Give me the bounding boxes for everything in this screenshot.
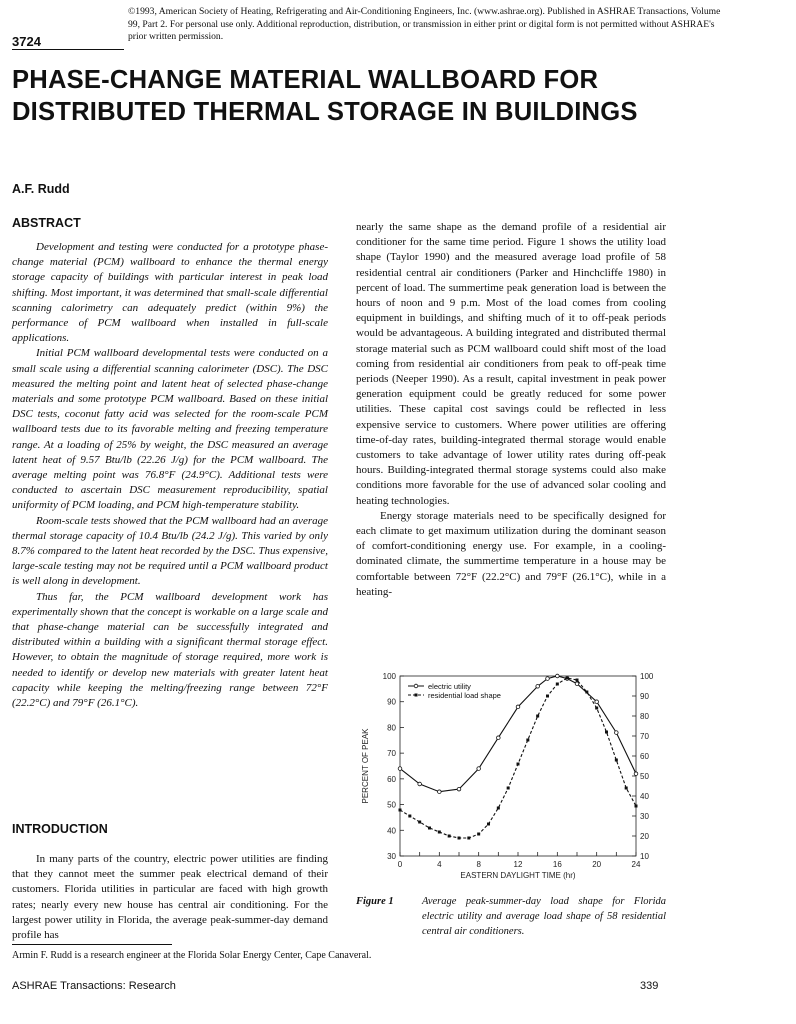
abstract-paragraph: Initial PCM wallboard developmental tests were conducted on a small scale using a differential scanning calorimeter (DSC). The DSC measured the melting point and latent heat of selected phase-change materials and some prototype PCM wallboard. Based on these initial DSC tests, coconut fatty acid was selected for the room-scale PCM wallboard tests due to its favorable melting and freezing temperature range. At a loading of 25% by weight, the DSC measured an average latent heat of 9.57 Btu/lb (22.26 J/g) for the PCM wallboard. The average melting point was 76.8°F (24.9°C). Additional tests were conducted to ascertain DSC measurement reproducibility, spatial uniformity of PCM loading, and PCM high-temperature stability. (12, 347, 328, 512)
footer-page-number: 339 (640, 980, 659, 992)
legend-marker-2 (415, 694, 418, 697)
series-1-point (575, 682, 579, 686)
series-2-point (448, 835, 451, 838)
footer-journal: ASHRAE Transactions: Research (12, 980, 176, 992)
series-1-point (556, 674, 560, 678)
x-tick-label: 8 (476, 860, 481, 869)
left-y-tick-label: 30 (387, 852, 396, 861)
figure-label: Figure 1 (356, 896, 394, 907)
abstract-paragraph: Room-scale tests showed that the PCM wallboard had an average thermal storage capacity of 10.4 Btu/lb (24.2 J/g). This varied by only 8.7% compared to the latent heat recorded by the DSC. Thus expensive, large-scale testing may not be required until a PCM wallboard product is well along in development. (12, 514, 328, 588)
abstract-paragraph: Thus far, the PCM wallboard development work has experimentally shown that the concept is workable on a large scale and that phase-change material can be successfully integrated and distributed within a building with a significant thermal storage effect. However, to obtain the magnitude of storage required, more work is needed to identify or develop new materials with greater latent heat capacity while keeping the melting/freezing range between 72°F (22.2°C) and 79°F (26.1°C). (12, 590, 328, 710)
series-2-point (536, 715, 539, 718)
series-1-point (546, 677, 550, 681)
x-tick-label: 0 (397, 860, 403, 869)
legend-label: residential load shape (428, 691, 501, 700)
series-1-point (477, 767, 481, 771)
series-2-point (418, 821, 421, 824)
series-2-point (585, 691, 588, 694)
author-name: A.F. Rudd (12, 182, 70, 196)
series-2-point (556, 683, 559, 686)
series-1-point (457, 787, 461, 791)
series-2-point (399, 809, 402, 812)
series-2-point (566, 677, 569, 680)
series-2-point (497, 807, 500, 810)
series-2-point (546, 695, 549, 698)
figure-caption-text: Average peak-summer-day load shape for Florida electric utility and average load shape of 58 residential central air conditioners. (422, 896, 666, 937)
author-footnote: Armin F. Rudd is a research engineer at the Florida Solar Energy Center, Cape Canaveral. (12, 950, 372, 961)
series-1-point (398, 767, 402, 771)
series-2-point (487, 823, 490, 826)
legend-marker-1 (414, 684, 418, 688)
series-2-point (507, 787, 510, 790)
series-1-point (438, 790, 442, 794)
left-y-tick-label: 50 (387, 800, 396, 810)
series-2-point (438, 831, 441, 834)
left-y-tick-label: 90 (387, 697, 396, 707)
series-2-point (517, 763, 520, 766)
x-tick-label: 24 (631, 860, 641, 869)
series-2-point (526, 739, 529, 742)
introduction-paragraph: In many parts of the country, electric power utilities are finding that they cannot meet the summer peak electrical demand of their customers. Florida utilities in particular are faced with high growth rates; nearly every new house has central air conditioning. For the largest power utility in Florida, the average peak-summer-day demand profile has (12, 853, 328, 942)
x-axis-label: EASTERN DAYLIGHT TIME (hr) (460, 871, 576, 880)
series-2-point (635, 805, 638, 808)
figure-1-chart (356, 666, 666, 880)
series-2-point (467, 837, 470, 840)
x-tick-label: 16 (552, 860, 562, 869)
copyright-notice: ©1993, American Society of Heating, Refrigerating and Air-Conditioning Engineers, Inc. (www.ashrae.org). Published in ASHRAE Transactions, Volume 99, Part 2. For personal use only. Additional reproduction, distribution, or transmission in either print or digital form is not permitted without ASHRAE's prior written permission. (128, 6, 721, 43)
series-1-point (615, 731, 619, 735)
series-2-point (576, 679, 579, 682)
x-tick-label: 12 (513, 860, 523, 869)
series-2-point (477, 833, 480, 836)
series-1-point (418, 782, 422, 786)
series-2-point (428, 827, 431, 830)
right-y-tick-label: 90 (640, 692, 649, 701)
body-paragraph: nearly the same shape as the demand profile of a residential air conditioner for the same time period. Figure 1 shows the utility load shape (Taylor 1990) and the measured average load profile of 58 residential central air conditioners (Parker and Hinchcliffe 1980) in percent of load. The summertime peak generation load is between the hours of noon and 9 p.m. Most of the load comes from cooling equipment in buildings, and shifting much of it to off-peak periods would be advantageous. A building integrated and distributed thermal storage material such as PCM wallboard could shift most of the load coming from residential air conditioners from peak to off-peak time periods (Neeper 1990). As a result, capital investment in peak power generation equipment could be greatly reduced for some power utilities. These capital cost savings could be reflected in less expensive service to customers. Where power utilities are offering time-of-day rates, building-integrated thermal storage would enable customers to take advantage of lower utility rates during off-peak hours. Building-integrated thermal storage systems could also make conditions more favorable for the use of advanced solar cooling and heating technologies. (356, 221, 666, 507)
series-1-point (516, 705, 520, 709)
left-y-tick-label: 60 (387, 774, 396, 784)
series-1-point (595, 700, 599, 704)
left-y-tick-label: 80 (387, 723, 396, 733)
legend-label: electric utility (428, 682, 471, 691)
right-y-tick-label: 80 (640, 712, 649, 721)
header-rule (12, 49, 124, 50)
abstract-heading: ABSTRACT (12, 216, 81, 230)
series-1-point (634, 772, 638, 776)
right-y-tick-label: 10 (640, 852, 649, 861)
left-y-tick-label: 40 (387, 826, 396, 836)
right-y-tick-label: 100 (640, 672, 654, 681)
plot-frame (400, 676, 636, 856)
introduction-heading: INTRODUCTION (12, 822, 108, 836)
right-y-tick-label: 40 (640, 792, 649, 801)
right-column-body (356, 220, 666, 600)
introduction-body (12, 852, 328, 943)
series-2-point (615, 759, 618, 762)
x-tick-label: 4 (437, 860, 442, 869)
series-1-point (497, 736, 501, 740)
series-2-point (458, 837, 461, 840)
series-2-point (625, 787, 628, 790)
right-y-tick-label: 60 (640, 752, 649, 761)
footnote-rule (12, 944, 172, 945)
load-shape-chart (356, 666, 666, 880)
paper-title: PHASE-CHANGE MATERIAL WALLBOARD FOR DISTRIBUTED THERMAL STORAGE IN BUILDINGS (12, 66, 638, 126)
series-line-2 (400, 678, 636, 838)
left-y-tick-label: 100 (382, 672, 396, 681)
series-2-point (408, 815, 411, 818)
x-tick-label: 20 (592, 860, 602, 869)
left-y-tick-label: 70 (387, 749, 396, 759)
paper-number: 3724 (12, 34, 41, 49)
right-y-tick-label: 20 (640, 832, 649, 841)
abstract-body (12, 240, 328, 711)
abstract-paragraph: Development and testing were conducted for a prototype phase-change material (PCM) wallboard to enhance the thermal energy storage capacity of buildings with particular interest in peak load shifting. Most important, it was determined that small-scale differential scanning calorimetry can adequately predict (within 9%) the performance of PCM wallboard when installed in full-scale applications. (12, 241, 328, 345)
series-2-point (605, 731, 608, 734)
right-y-tick-label: 70 (640, 732, 649, 741)
y-axis-label: PERCENT OF PEAK (361, 728, 370, 804)
right-y-tick-label: 30 (640, 812, 649, 821)
body-paragraph: Energy storage materials need to be specifically designed for each climate to get maximum utilization during the dominant season of comfort-conditioning energy use. For example, in a cooling-dominated climate, the summertime temperature in a house may be comfortable between 72°F (22.2°C) and 79°F (26.1°C), while in a heating- (356, 509, 666, 598)
series-2-point (595, 707, 598, 710)
series-1-point (536, 684, 540, 688)
right-y-tick-label: 50 (640, 772, 649, 781)
